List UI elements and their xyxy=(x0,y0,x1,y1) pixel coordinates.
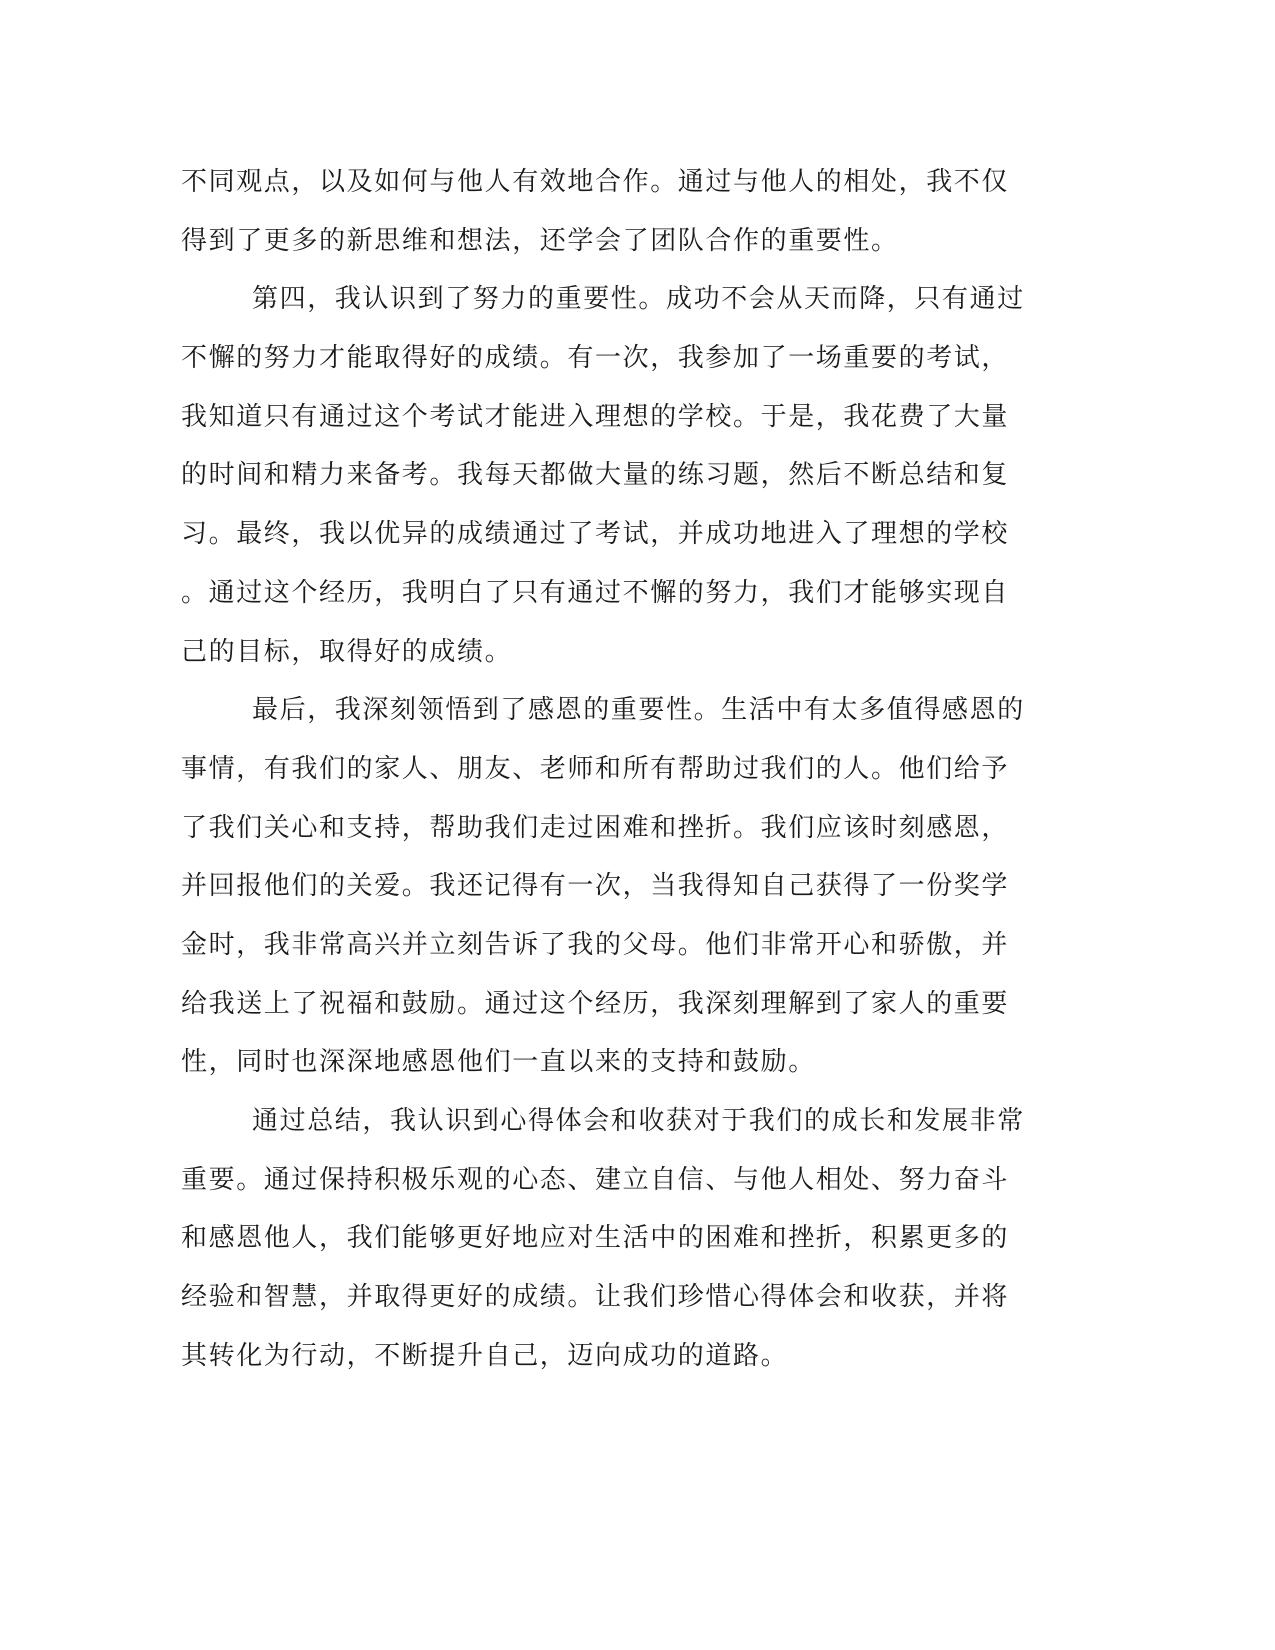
text-line: 了我们关心和支持，帮助我们走过困难和挫折。我们应该时刻感恩， xyxy=(181,812,1010,843)
text-line: 重要。通过保持积极乐观的心态、建立自信、与他人相处、努力奋斗 xyxy=(181,1164,1010,1195)
paragraph-gratitude xyxy=(181,681,1041,1092)
text-line: 性，同时也深深地感恩他们一直以来的支持和鼓励。 xyxy=(181,1047,816,1078)
text-line: 己的目标，取得好的成绩。 xyxy=(181,636,513,667)
paragraph-summary xyxy=(181,1092,1041,1385)
text-line: 经验和智慧，并取得更好的成绩。让我们珍惜心得体会和收获，并将 xyxy=(181,1282,1010,1313)
text-line: 事情，有我们的家人、朋友、老师和所有帮助过我们的人。他们给予 xyxy=(181,753,1010,784)
text-line: 并回报他们的关爱。我还记得有一次，当我得知自己获得了一份奖学 xyxy=(181,871,1010,902)
paragraph-effort xyxy=(181,270,1041,681)
text-line: 金时，我非常高兴并立刻告诉了我的父母。他们非常开心和骄傲，并 xyxy=(181,929,1010,960)
text-line: 的时间和精力来备考。我每天都做大量的练习题，然后不断总结和复 xyxy=(181,460,1010,491)
text-line: 。通过这个经历，我明白了只有通过不懈的努力，我们才能够实现自 xyxy=(181,577,1010,608)
text-line: 其转化为行动，不断提升自己，迈向成功的道路。 xyxy=(181,1340,789,1371)
text-line: 我知道只有通过这个考试才能进入理想的学校。于是，我花费了大量 xyxy=(181,401,1010,432)
text-line: 习。最终，我以优异的成绩通过了考试，并成功地进入了理想的学校 xyxy=(181,519,1010,550)
text-line: 和感恩他人，我们能够更好地应对生活中的困难和挫折，积累更多的 xyxy=(181,1223,1010,1254)
document-body xyxy=(181,153,1041,1385)
text-line: 不懈的努力才能取得好的成绩。有一次，我参加了一场重要的考试， xyxy=(181,343,1010,374)
text-line: 得到了更多的新思维和想法，还学会了团队合作的重要性。 xyxy=(181,225,899,256)
text-line: 不同观点，以及如何与他人有效地合作。通过与他人的相处，我不仅 xyxy=(181,167,1010,197)
text-line: 通过总结，我认识到心得体会和收获对于我们的成长和发展非常 xyxy=(252,1106,1025,1136)
text-line: 第四，我认识到了努力的重要性。成功不会从天而降，只有通过 xyxy=(252,284,1025,315)
text-line: 最后，我深刻领悟到了感恩的重要性。生活中有太多值得感恩的 xyxy=(252,695,1025,726)
text-line: 给我送上了祝福和鼓励。通过这个经历，我深刻理解到了家人的重要 xyxy=(181,988,1010,1019)
paragraph-continuation xyxy=(181,153,1041,270)
